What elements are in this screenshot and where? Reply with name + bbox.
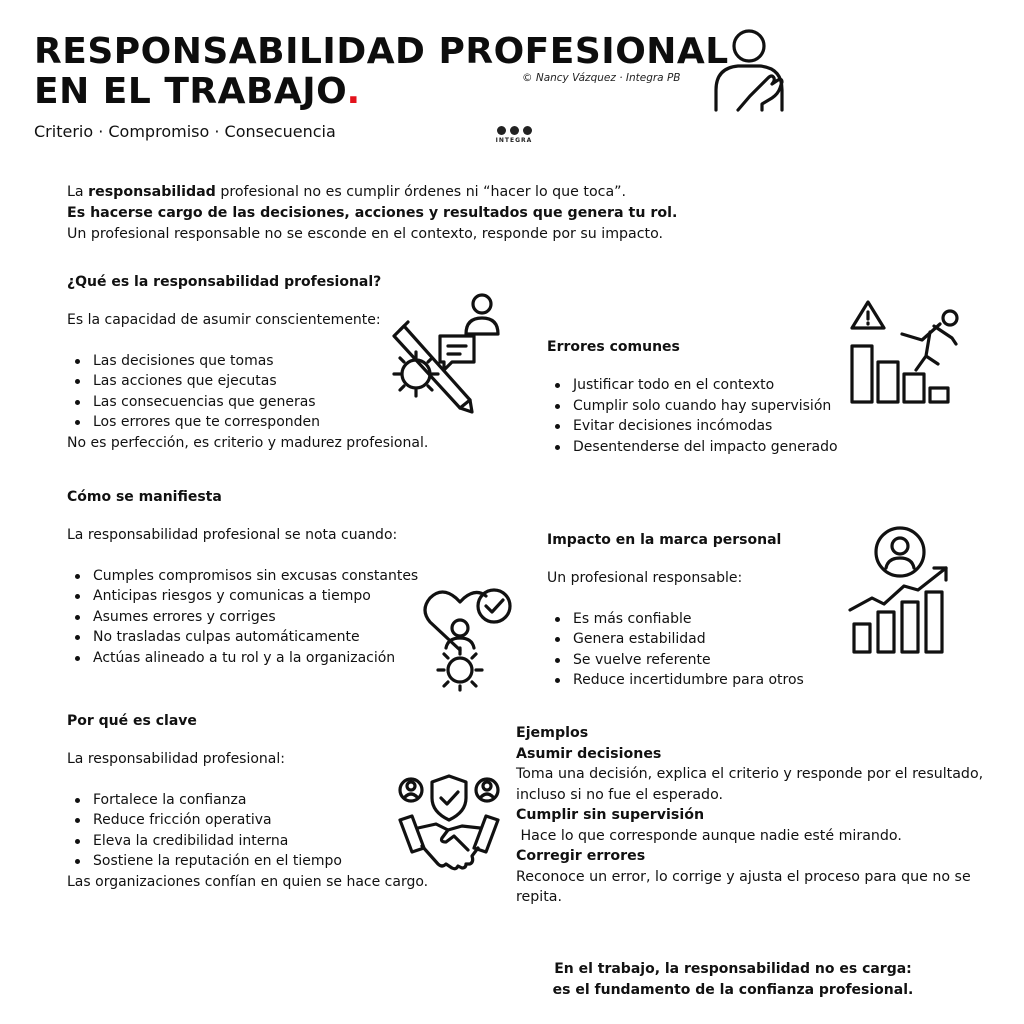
section-heading: Cómo se manifiesta (67, 489, 222, 505)
section-closing: Las organizaciones confían en quien se hace cargo. (67, 873, 429, 890)
section-lead: Un profesional responsable: (547, 570, 743, 586)
section-heading: ¿Qué es la responsabilidad profesional? (67, 274, 382, 290)
list-item: Anticipas riesgos y comunicas a tiempo (67, 586, 447, 607)
manifiesta-list (67, 566, 447, 669)
example-text: Toma una decisión, explica el criterio y responde por el resultado, incluso si no fue el esperado. (516, 766, 984, 803)
falling-stairs-warning-icon (846, 298, 964, 408)
pencil-gear-person-icon (388, 288, 504, 416)
impacto-list (547, 609, 847, 691)
list-item: Reduce fricción operativa (67, 810, 447, 831)
list-item: Se vuelve referente (547, 650, 847, 671)
intro-paragraph (67, 182, 677, 245)
list-item: Desentenderse del impacto generado (547, 437, 867, 458)
list-item: Evitar decisiones incómodas (547, 416, 867, 437)
example-text: Hace lo que corresponde aunque nadie esté mirando. (516, 827, 902, 844)
list-item: Fortalece la confianza (67, 790, 447, 811)
example-text: Reconoce un error, lo corrige y ajusta el proceso para que no se repita. (516, 868, 971, 905)
list-item: Es más confiable (547, 609, 847, 630)
list-item: Los errores que te corresponden (67, 412, 397, 433)
section-closing: No es perfección, es criterio y madurez profesional. (67, 434, 429, 451)
section-impacto (547, 532, 847, 691)
example-title: Asumir decisiones (516, 745, 662, 762)
closing-line-1: En el trabajo, la responsabilidad no es carga: (554, 961, 912, 977)
list-item: Reduce incertidumbre para otros (547, 670, 847, 691)
integra-logo (486, 126, 542, 144)
que-es-list (67, 351, 397, 433)
list-item: Las consecuencias que generas (67, 392, 397, 413)
list-item: No trasladas culpas automáticamente (67, 627, 447, 648)
section-errores (547, 339, 867, 457)
list-item: Las acciones que ejecutas (67, 371, 397, 392)
handshake-shield-icon (396, 770, 502, 874)
list-item: Eleva la credibilidad interna (67, 831, 447, 852)
list-item: Cumples compromisos sin excusas constantes (67, 566, 447, 587)
person-growth-chart-icon (846, 524, 956, 658)
intro-line-2: Es hacerse cargo de las decisiones, acciones y resultados que genera tu rol. (67, 205, 678, 221)
list-item: Sostiene la reputación en el tiempo (67, 851, 447, 872)
section-ejemplos (516, 723, 996, 908)
list-item: Genera estabilidad (547, 629, 847, 650)
section-lead: La responsabilidad profesional: (67, 751, 285, 767)
errores-list (547, 375, 867, 457)
hand-on-heart-person-icon (706, 26, 790, 114)
example-title: Cumplir sin supervisión (516, 807, 705, 823)
list-item: Justificar todo en el contexto (547, 375, 867, 396)
section-heading: Ejemplos (516, 725, 589, 741)
intro-line-3: Un profesional responsable no se esconde en el contexto, responde por su impacto. (67, 226, 664, 242)
subtitle: Criterio · Compromiso · Consecuencia (34, 122, 336, 141)
closing-line-2: es el fundamento de la confianza profesional. (552, 982, 914, 998)
example-title: Corregir errores (516, 848, 646, 864)
section-lead: La responsabilidad profesional se nota cuando: (67, 527, 398, 543)
section-lead: Es la capacidad de asumir conscientemente: (67, 312, 381, 328)
brand-name: INTEGRA (495, 137, 533, 144)
intro-line-1: La responsabilidad profesional no es cumplir órdenes ni “hacer lo que toca”. (67, 184, 627, 200)
heart-check-gear-icon (420, 584, 516, 694)
section-manifiesta (67, 489, 447, 668)
section-heading: Errores comunes (547, 339, 680, 355)
credit-text: © Nancy Vázquez · Integra PB (522, 72, 681, 84)
section-heading: Por qué es clave (67, 713, 197, 729)
title-red-dot: . (346, 71, 361, 112)
closing-statement (548, 959, 918, 1001)
list-item: Actúas alineado a tu rol y a la organización (67, 648, 447, 669)
title-line-2: EN EL TRABAJO. (34, 71, 361, 112)
section-heading: Impacto en la marca personal (547, 532, 782, 548)
section-que-es (67, 274, 429, 453)
list-item: Asumes errores y corriges (67, 607, 447, 628)
clave-list (67, 790, 447, 872)
list-item: Las decisiones que tomas (67, 351, 397, 372)
section-clave (67, 713, 447, 892)
list-item: Cumplir solo cuando hay supervisión (547, 396, 867, 417)
title-line-1: RESPONSABILIDAD PROFESIONAL (34, 31, 729, 72)
